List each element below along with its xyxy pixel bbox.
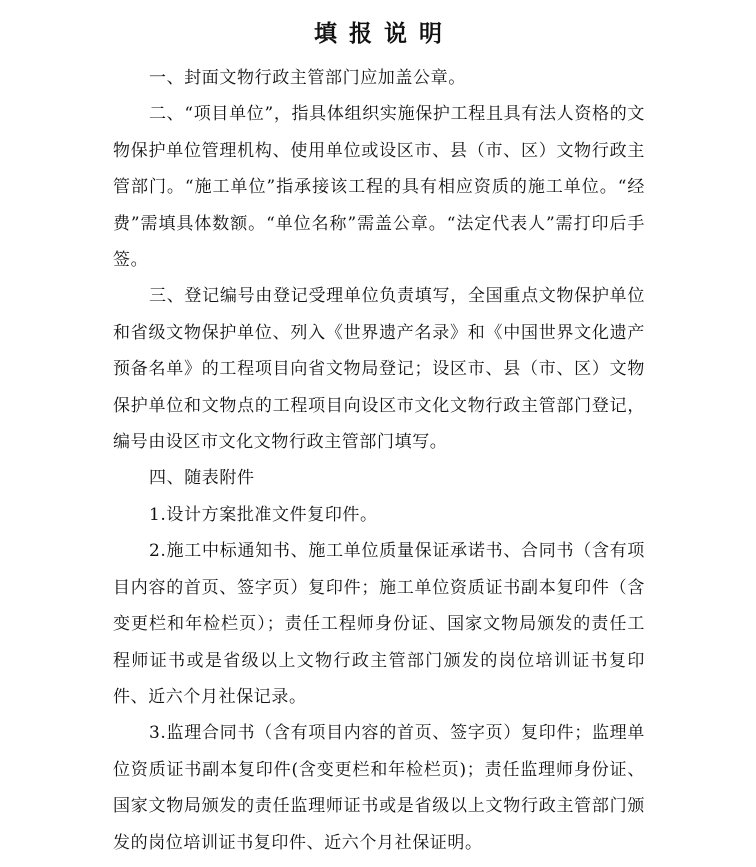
paragraph-attachments-heading: 四、随表附件 [149,468,255,489]
paragraph-attachment-3: 3.监理合同书（含有项目内容的首页、签字页）复印件；监理单位资质证书副本复印件(含变更栏和年检栏页)；责任监理师身份证、国家文物局颁发的责任监理师证书或是省级以上文物行政主管部门颁发的岗位培训证书复印件、近六个月社保证明。 [113,723,645,853]
paragraph-unit-definitions: 二、“项目单位”，指具体组织实施保护工程且具有法人资格的文物保护单位管理机构、使用单位或设区市、县（市、区）文物行政主管部门。“施工单位”指承接该工程的具有相应资质的施工单位。“经费”需填具体数额。“单位名称”需盖公章。“法定代表人”需打印后手签。 [113,104,645,271]
document-body [113,60,645,861]
paragraph-attachment-2: 2.施工中标通知书、施工单位质量保证承诺书、合同书（含有项目内容的首页、签字页）复印件；施工单位资质证书副本复印件（含变更栏和年检栏页）；责任工程师身份证、国家文物局颁发的责任工程师证书或是省级以上文物行政主管部门颁发的岗位培训证书复印件、近六个月社保记录。 [113,541,645,707]
paragraph-seal-requirement: 一、封面文物行政主管部门应加盖公章。 [149,68,466,88]
paragraph-attachment-1: 1.设计方案批准文件复印件。 [149,504,378,525]
paragraph-registration-number: 三、登记编号由登记受理单位负责填写，全国重点文物保护单位和省级文物保护单位、列入《世界遗产名录》和《中国世界文化遗产预备名单》的工程项目向省文物局登记；设区市、县（市、区）文物保护单位和文物点的工程项目向设区市文化文物行政主管部门登记，编号由设区市文化文物行政主管部门填写。 [113,286,645,453]
document-title: 填报说明 [314,20,454,47]
